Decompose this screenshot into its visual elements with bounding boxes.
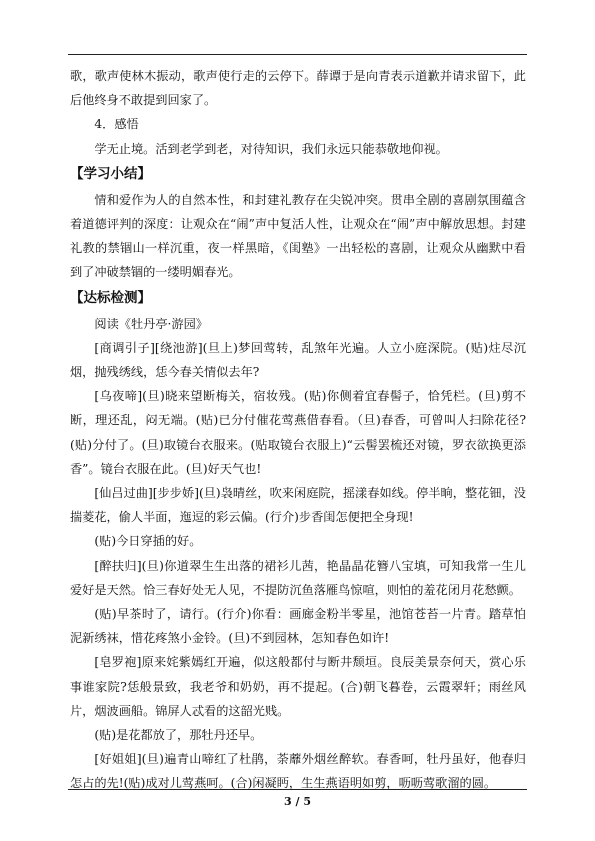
reading-title: 阅读《牡丹亭·游园》 (94, 316, 208, 331)
footer-rule (68, 789, 527, 790)
script-paragraph: [好姐姐](旦)遍青山啼红了杜鹃，荼蘼外烟丝醉软。春香呵，牡丹虽好，他春归怎占的先!(贴)成对儿莺燕呵。(合)闲凝眄，生生燕语明如剪，呖呖莺歌溜的圆。 (70, 752, 526, 791)
script-paragraph: [皂罗袍]原来姹紫嫣红开遍，似这般都付与断井颓垣。良辰美景奈何天，赏心乐事谁家院?恁般景致，我老爷和奶奶，再不提起。(合)朝飞暮卷，云霞翠轩；雨丝风片，烟波画船。锦屏人忒看的这韶光贱。 (70, 655, 526, 718)
script-paragraph: (贴)是花都放了，那牡丹还早。 (94, 728, 263, 743)
section-title-test: 【达标检测】 (70, 289, 151, 306)
script-paragraph: [商调引子][绕池游](旦上)梦回莺转，乱煞年光遍。人立小庭深院。(贴)炷尽沉烟，抛残绣线，恁今春关情似去年? (70, 340, 526, 380)
section-title-summary: 【学习小结】 (70, 165, 151, 182)
heading-insight: 4．感悟 (94, 117, 139, 132)
script-paragraph: [仙吕过曲][步步娇](旦)袅晴丝，吹来闲庭院，摇漾春如线。停半晌，整花钿，没揣菱花，偷人半面，迤逗的彩云偏。(行介)步香闺怎便把全身现! (70, 486, 526, 525)
script-paragraph: (贴)今日穿插的好。 (94, 534, 202, 549)
header-rule (68, 54, 527, 55)
paragraph-insight: 学无止境。活到老学到老，对待知识，我们永远只能恭敬地仰视。 (94, 141, 448, 156)
document-body (70, 64, 526, 796)
page-number: 3 / 5 (284, 795, 311, 808)
paragraph-story-end: 歌，歌声使林木振动，歌声使行走的云停下。薛谭于是向青表示道歉并请求留下，此后他终身不敢提到回家了。 (70, 69, 526, 108)
script-paragraph: [乌夜啼](旦)晓来望断梅关，宿妆残。(贴)你侧着宜春髻子，恰凭栏。(旦)剪不断，理还乱，闷无端。(贴)已分付催花莺燕借春看。（旦)春香，可曾叫人扫除花径?(贴)分付了。(旦)取镜台衣服来。(贴取镜台衣服上)“云髻罢梳还对镜，罗衣欲换更添香”。镜台衣服在此。(旦)好天气也! (70, 389, 526, 476)
script-paragraph: (贴)早茶时了，请行。(行介)你看：画廊金粉半零星，池馆苍苔一片青。踏草怕泥新绣袜，惜花疼煞小金铃。(旦)不到园林，怎知春色如许! (70, 607, 526, 646)
paragraph-summary: 情和爱作为人的自然本性，和封建礼教存在尖锐冲突。贯串全剧的喜剧氛围蕴含着道德评判的深度：让观众在“闹”声中复活人性，让观众在“闹”声中解放思想。封建礼教的禁锢山一样沉重，夜一样黑暗，《闺塾》一出轻松的喜剧，让观众从幽默中看到了冲破禁锢的一缕明媚春光。 (70, 192, 526, 280)
script-paragraph: [醉扶归](旦)你道翠生生出落的裙衫儿茜，艳晶晶花簪八宝填，可知我常一生儿爱好是天然。恰三春好处无人见，不提防沉鱼落雁鸟惊喧，则怕的羞花闭月花愁颤。 (70, 558, 526, 597)
